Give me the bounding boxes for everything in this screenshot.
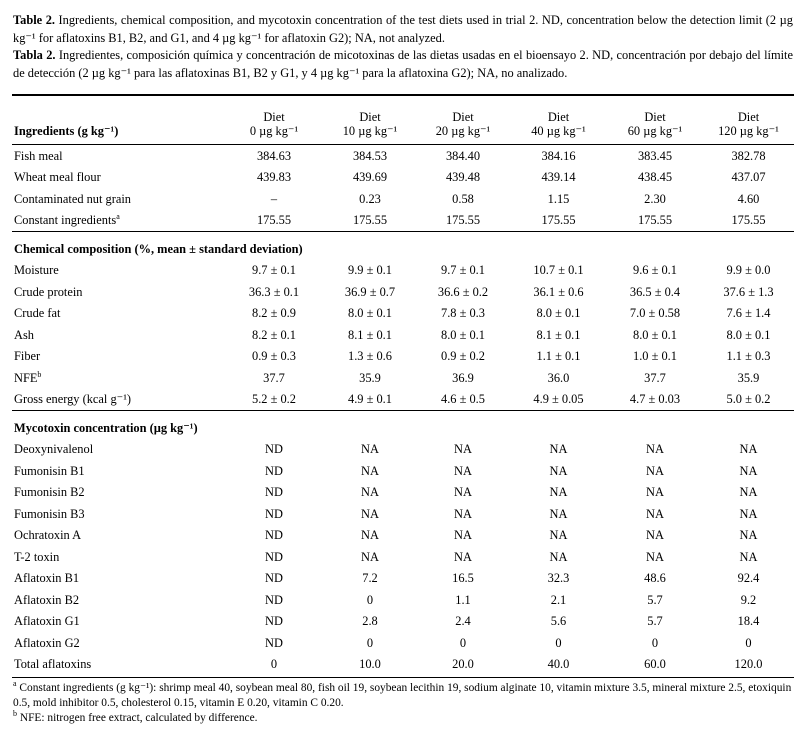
table-cell: 175.55 xyxy=(637,213,673,228)
row-label: Crude protein xyxy=(14,284,83,299)
table-cell: NA xyxy=(646,549,664,564)
table-cell: 4.9 ± 0.05 xyxy=(533,392,584,407)
header-ingredients: Ingredients (g kg⁻¹) xyxy=(14,124,119,138)
table-cell: NA xyxy=(646,463,664,478)
table-row xyxy=(12,525,794,547)
table-cell: NA xyxy=(739,506,758,521)
table-row xyxy=(12,389,794,411)
table-cell: 7.0 ± 0.58 xyxy=(629,306,681,321)
table-cell: NA xyxy=(646,528,664,543)
table-cell: 9.9 ± 0.1 xyxy=(348,263,392,278)
table-cell: 60.0 xyxy=(644,657,666,672)
table-cell: 384.40 xyxy=(416,145,510,167)
row-label: Fumonisin B3 xyxy=(14,506,85,521)
table-cell: 37.6 ± 1.3 xyxy=(723,284,774,299)
table-cell: 7.6 ± 1.4 xyxy=(726,306,771,321)
table-cell: NA xyxy=(739,463,758,478)
header-diet-10: Diet 10 µg kg⁻¹ xyxy=(342,110,398,138)
table-cell: 9.6 ± 0.1 xyxy=(633,263,677,278)
table-cell: 36.1 ± 0.6 xyxy=(533,284,584,299)
table-cell: 8.2 ± 0.1 xyxy=(252,327,296,342)
table-cell: NA xyxy=(549,485,568,500)
mycotoxin-section-title: Mycotoxin concentration (µg kg⁻¹) xyxy=(14,420,198,435)
table-cell: 2.8 xyxy=(362,614,378,629)
table-cell: NA xyxy=(549,463,568,478)
table-cell: 36.3 ± 0.1 xyxy=(248,284,300,299)
table-cell: ND xyxy=(265,592,283,607)
table-cell: NA xyxy=(739,549,758,564)
table-cell: NA xyxy=(549,442,568,457)
table-cell: 384.16 xyxy=(510,145,607,167)
table-cell: 5.7 xyxy=(647,592,663,607)
table-cell: 36.9 ± 0.7 xyxy=(344,284,396,299)
table-cell: NA xyxy=(549,528,568,543)
table-cell: 175.55 xyxy=(541,213,576,228)
row-label: Aflatoxin B1 xyxy=(14,571,80,586)
row-label: Ochratoxin A xyxy=(14,528,82,543)
table-cell: 382.78 xyxy=(703,145,794,167)
table-footnotes xyxy=(13,681,793,726)
table-cell: 384.53 xyxy=(324,145,416,167)
table-cell: 5.6 xyxy=(550,614,567,629)
table-cell: 175.55 xyxy=(731,213,766,228)
caption-english-label: Table 2. xyxy=(13,13,55,27)
table-cell: ND xyxy=(265,528,283,543)
table-cell: NA xyxy=(454,528,472,543)
caption-spanish-label: Tabla 2. xyxy=(13,48,56,62)
table-cell: 0.58 xyxy=(452,191,474,206)
table-cell: NA xyxy=(454,442,472,457)
table-cell: NA xyxy=(454,506,472,521)
table-cell: 16.5 xyxy=(452,571,474,586)
table-cell: 92.4 xyxy=(737,571,760,586)
table-cell: 1.3 ± 0.6 xyxy=(348,349,392,364)
ingredients-section xyxy=(12,145,794,232)
table-row xyxy=(12,145,794,167)
row-label: Moisture xyxy=(14,263,59,278)
row-label: T-2 toxin xyxy=(14,549,60,564)
table-cell: 4.6 ± 0.5 xyxy=(441,392,485,407)
diet-table xyxy=(12,96,794,675)
table-row xyxy=(12,503,794,525)
table-cell: 8.0 ± 0.1 xyxy=(633,327,677,342)
table-cell: 0 xyxy=(651,635,659,650)
table-row xyxy=(12,439,794,461)
table-cell: 0 xyxy=(555,635,562,650)
table-cell: NA xyxy=(739,528,758,543)
table-cell: NA xyxy=(454,549,472,564)
table-cell: 35.9 xyxy=(359,370,381,385)
table-row xyxy=(12,568,794,590)
table-cell: 35.9 xyxy=(737,370,760,385)
row-label: Ash xyxy=(14,327,34,342)
table-cell: 9.7 ± 0.1 xyxy=(441,263,485,278)
table-cell: 5.0 ± 0.2 xyxy=(726,392,771,407)
table-row xyxy=(12,303,794,325)
table-cell: 439.48 xyxy=(445,170,481,185)
footnote-a: $^a$ Constant ingredients (g kg⁻¹): shrimp meal 40, soybean meal 80, fish oil 19, soybean lecithin 19, sodium alginate 10, vitamin mixture 3.5, mineral mixture 2.5, etoxiquin 0.5, mold inhibitor 0.5, cholesterol 0.15, vitamin E 0.20, vitamin C 0.20. xyxy=(13,679,792,709)
table-cell: NA xyxy=(454,485,472,500)
table-row xyxy=(12,611,794,633)
table-row xyxy=(12,589,794,611)
table-cell: 175.55 xyxy=(445,213,481,228)
table-cell: 0 xyxy=(366,635,374,650)
row-label: Aflatoxin G2 xyxy=(14,635,80,650)
table-cell: ND xyxy=(265,571,283,586)
chemical-section xyxy=(12,260,794,411)
table-cell: 2.1 xyxy=(550,592,567,607)
table-cell: NA xyxy=(646,442,664,457)
row-label: Aflatoxin G1 xyxy=(14,614,80,629)
table-row xyxy=(12,210,794,232)
table-cell: 10.7 ± 0.1 xyxy=(533,263,584,278)
table-cell: 439.14 xyxy=(541,170,576,185)
table-cell: NA xyxy=(361,549,379,564)
row-label: Aflatoxin B2 xyxy=(14,592,80,607)
table-cell: ND xyxy=(265,635,283,650)
table-cell: NA xyxy=(361,463,379,478)
table-cell: 36.5 ± 0.4 xyxy=(629,284,681,299)
table-row xyxy=(12,482,794,504)
row-label: Crude fat xyxy=(14,306,61,321)
table-cell: NA xyxy=(646,485,664,500)
table-cell: 8.1 ± 0.1 xyxy=(348,327,392,342)
table-cell: 0 xyxy=(745,635,752,650)
table-row xyxy=(12,188,794,210)
table-cell: NA xyxy=(361,506,379,521)
table-cell: 4.9 ± 0.1 xyxy=(348,392,392,407)
chemical-section-title: Chemical composition (%, mean ± standard deviation) xyxy=(14,241,303,256)
table-cell: 18.4 xyxy=(737,614,760,629)
table-row xyxy=(12,260,794,282)
chemical-section-header xyxy=(12,232,794,260)
table-row xyxy=(12,324,794,346)
table-header-row xyxy=(12,96,794,145)
table-cell: 384.63 xyxy=(224,145,324,167)
table-cell: ND xyxy=(265,549,283,564)
header-diet-0: Diet 0 µg kg⁻¹ xyxy=(249,110,299,138)
table-cell: 439.69 xyxy=(352,170,388,185)
table-row xyxy=(12,546,794,568)
row-label: Constant ingredients$^a$ xyxy=(14,212,120,228)
table-cell: 1.1 ± 0.1 xyxy=(536,349,581,364)
table-cell: NA xyxy=(549,506,568,521)
table-cell: 36.9 xyxy=(452,370,474,385)
table-row xyxy=(12,632,794,654)
table-cell: 7.8 ± 0.3 xyxy=(441,306,485,321)
table-cell: 0 xyxy=(270,657,278,672)
table-row xyxy=(12,167,794,189)
row-label: Fiber xyxy=(14,349,41,364)
header-diet-120: Diet 120 µg kg⁻¹ xyxy=(718,110,779,138)
table-cell: ND xyxy=(265,506,283,521)
table-cell: ND xyxy=(265,485,283,500)
table-cell: 383.45 xyxy=(607,145,703,167)
table-cell: 37.7 xyxy=(263,370,285,385)
table-cell: 1.15 xyxy=(547,191,570,206)
table-cell: NA xyxy=(361,442,379,457)
table-cell: 37.7 xyxy=(644,370,666,385)
table-cell: 437.07 xyxy=(731,170,766,185)
table-cell: 36.0 xyxy=(547,370,570,385)
row-label: Fish meal xyxy=(12,145,224,167)
row-label: Wheat meal flour xyxy=(14,170,101,185)
row-label: Total aflatoxins xyxy=(14,657,92,672)
table-cell: 8.0 ± 0.1 xyxy=(348,306,392,321)
table-cell: 8.2 ± 0.9 xyxy=(252,306,296,321)
header-diet-40: Diet 40 µg kg⁻¹ xyxy=(531,110,586,138)
table-cell: ND xyxy=(265,463,283,478)
table-cell: 0.9 ± 0.2 xyxy=(441,349,485,364)
header-diet-20: Diet 20 µg kg⁻¹ xyxy=(435,110,491,138)
caption-english-text: Ingredients, chemical composition, and mycotoxin concentration of the test diets used in trial 2. ND, concentration below the detection limit (2 µg kg⁻¹ for aflatoxins B1, B2, and G1, and 4 µg kg⁻¹ for aflatoxin G2); NA, not analyzed. xyxy=(13,13,793,45)
table-cell: 4.60 xyxy=(737,191,760,206)
table-cell: 439.83 xyxy=(256,170,292,185)
table-cell: NA xyxy=(361,528,379,543)
mycotoxin-section-header xyxy=(12,411,794,439)
table-cell: NA xyxy=(739,485,758,500)
mycotoxin-section xyxy=(12,439,794,676)
table-cell: 7.2 xyxy=(362,571,378,586)
table-cell: 9.7 ± 0.1 xyxy=(252,263,296,278)
table-cell: 9.2 xyxy=(740,592,757,607)
table-row xyxy=(12,281,794,303)
table-bottom-rule xyxy=(12,677,794,678)
table-cell: NA xyxy=(646,506,664,521)
table-cell: 40.0 xyxy=(547,657,570,672)
table-caption xyxy=(13,12,793,82)
caption-spanish-text: Ingredientes, composición química y concentración de micotoxinas de las dietas usadas en el bioensayo 2. ND, concentración por debajo del límite de detección (2 µg kg⁻¹ para las aflatoxinas B1, B2 y G1, y 4 µg kg⁻¹ para la aflatoxina G2); NA, no analizado. xyxy=(13,48,793,80)
table-cell: NA xyxy=(361,485,379,500)
table-row xyxy=(12,367,794,389)
table-cell: 5.7 xyxy=(647,614,663,629)
header-diet-60: Diet 60 µg kg⁻¹ xyxy=(627,110,683,138)
table-cell: 438.45 xyxy=(637,170,673,185)
table-cell: NA xyxy=(454,463,472,478)
table-row xyxy=(12,654,794,676)
table-cell: 8.0 ± 0.1 xyxy=(536,306,581,321)
table-cell: NA xyxy=(739,442,758,457)
row-label: Gross energy (kcal g⁻¹) xyxy=(14,392,132,407)
table-cell: 120.0 xyxy=(734,657,763,672)
table-cell: ND xyxy=(265,442,283,457)
table-cell: 8.1 ± 0.1 xyxy=(536,327,581,342)
table-cell: 0 xyxy=(459,635,467,650)
table-cell: 0.9 ± 0.3 xyxy=(252,349,296,364)
table-cell: 4.7 ± 0.03 xyxy=(629,392,681,407)
row-label: Contaminated nut grain xyxy=(14,191,131,206)
table-cell: NA xyxy=(549,549,568,564)
table-cell: 1.0 ± 0.1 xyxy=(633,349,677,364)
caption-spanish xyxy=(13,47,793,82)
row-label: Fumonisin B2 xyxy=(14,485,85,500)
caption-english xyxy=(13,12,793,47)
table-cell: 1.1 ± 0.3 xyxy=(726,349,771,364)
table-row xyxy=(12,346,794,368)
table-cell: 36.6 ± 0.2 xyxy=(437,284,489,299)
table-cell: 1.1 xyxy=(455,592,471,607)
row-label: NFE$^b$ xyxy=(14,369,42,385)
row-label: Deoxynivalenol xyxy=(14,442,94,457)
footnote-b: $^b$ NFE: nitrogen free extract, calculated by difference. xyxy=(13,709,258,724)
table-cell: 8.0 ± 0.1 xyxy=(726,327,771,342)
table-cell: 175.55 xyxy=(352,213,388,228)
table-cell: 2.30 xyxy=(644,191,666,206)
table-cell: 0 xyxy=(366,592,374,607)
table-row xyxy=(12,460,794,482)
table-cell: 20.0 xyxy=(452,657,474,672)
table-cell: 8.0 ± 0.1 xyxy=(441,327,485,342)
table-cell: 0.23 xyxy=(359,191,381,206)
table-cell: 5.2 ± 0.2 xyxy=(252,392,296,407)
table-cell: – xyxy=(270,191,278,206)
table-cell: 32.3 xyxy=(547,571,570,586)
table-cell: ND xyxy=(265,614,283,629)
table-cell: 175.55 xyxy=(256,213,292,228)
table-cell: 9.9 ± 0.0 xyxy=(726,263,771,278)
row-label: Fumonisin B1 xyxy=(14,463,85,478)
table-cell: 2.4 xyxy=(455,614,471,629)
table-cell: 10.0 xyxy=(359,657,381,672)
table-cell: 48.6 xyxy=(644,571,666,586)
